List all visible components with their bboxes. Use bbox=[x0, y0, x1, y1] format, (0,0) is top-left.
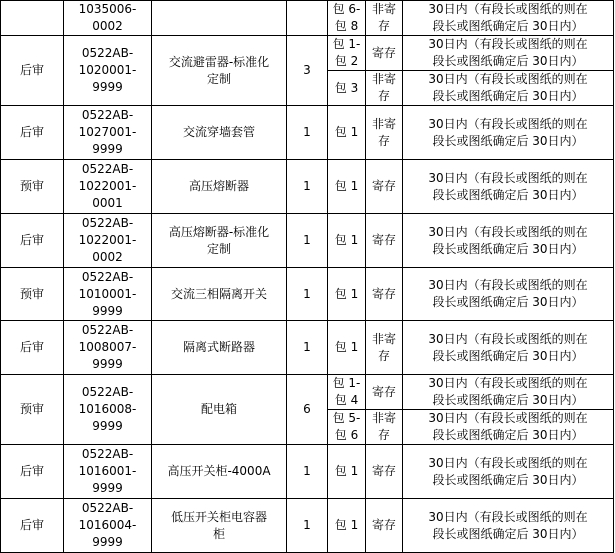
quantity-cell: 1 bbox=[287, 160, 328, 214]
quantity-cell: 1 bbox=[287, 445, 328, 499]
table-row bbox=[1, 1, 614, 36]
package-cell: 包 5- 包 6 bbox=[328, 410, 366, 445]
package-cell: 包 1 bbox=[328, 106, 366, 160]
storage-cell: 非寄 存 bbox=[366, 321, 403, 375]
package-cell: 包 1 bbox=[328, 160, 366, 214]
table-row bbox=[1, 268, 614, 321]
quantity-cell bbox=[287, 1, 328, 36]
material-name-cell: 交流避雷器-标准化 定制 bbox=[152, 36, 287, 106]
material-code-cell: 0522AB- 1016001- 9999 bbox=[64, 445, 152, 499]
table-row bbox=[1, 375, 614, 410]
package-cell: 包 3 bbox=[328, 71, 366, 106]
table-body bbox=[1, 1, 614, 553]
quantity-cell: 1 bbox=[287, 106, 328, 160]
delivery-deadline-cell: 30日内（有段长或图纸的则在 段长或图纸确定后 30日内） bbox=[403, 268, 614, 321]
storage-cell: 寄存 bbox=[366, 36, 403, 71]
package-cell: 包 1 bbox=[328, 499, 366, 553]
storage-cell: 非寄 存 bbox=[366, 1, 403, 36]
review-mode-cell: 后审 bbox=[1, 36, 64, 106]
review-mode-cell: 后审 bbox=[1, 445, 64, 499]
package-cell: 包 1- 包 4 bbox=[328, 375, 366, 410]
storage-cell: 寄存 bbox=[366, 445, 403, 499]
delivery-deadline-cell: 30日内（有段长或图纸的则在 段长或图纸确定后 30日内） bbox=[403, 410, 614, 445]
material-name-cell: 低压开关柜电容器 柜 bbox=[152, 499, 287, 553]
review-mode-cell bbox=[1, 1, 64, 36]
review-mode-cell: 后审 bbox=[1, 321, 64, 375]
package-cell: 包 1- 包 2 bbox=[328, 36, 366, 71]
package-cell: 包 1 bbox=[328, 321, 366, 375]
package-cell: 包 1 bbox=[328, 214, 366, 268]
package-cell: 包 1 bbox=[328, 268, 366, 321]
table-row bbox=[1, 36, 614, 71]
material-name-cell: 高压熔断器 bbox=[152, 160, 287, 214]
table-row bbox=[1, 445, 614, 499]
package-cell: 包 1 bbox=[328, 445, 366, 499]
delivery-deadline-cell: 30日内（有段长或图纸的则在 段长或图纸确定后 30日内） bbox=[403, 1, 614, 36]
storage-cell: 非寄 存 bbox=[366, 106, 403, 160]
package-cell: 包 6- 包 8 bbox=[328, 1, 366, 36]
quantity-cell: 1 bbox=[287, 321, 328, 375]
material-name-cell bbox=[152, 1, 287, 36]
quantity-cell: 1 bbox=[287, 268, 328, 321]
delivery-deadline-cell: 30日内（有段长或图纸的则在 段长或图纸确定后 30日内） bbox=[403, 71, 614, 106]
review-mode-cell: 预审 bbox=[1, 268, 64, 321]
storage-cell: 寄存 bbox=[366, 375, 403, 410]
delivery-deadline-cell: 30日内（有段长或图纸的则在 段长或图纸确定后 30日内） bbox=[403, 36, 614, 71]
storage-cell: 寄存 bbox=[366, 268, 403, 321]
delivery-deadline-cell: 30日内（有段长或图纸的则在 段长或图纸确定后 30日内） bbox=[403, 160, 614, 214]
review-mode-cell: 后审 bbox=[1, 106, 64, 160]
material-name-cell: 高压开关柜-4000A bbox=[152, 445, 287, 499]
delivery-deadline-cell: 30日内（有段长或图纸的则在 段长或图纸确定后 30日内） bbox=[403, 445, 614, 499]
material-code-cell: 0522AB- 1010001- 9999 bbox=[64, 268, 152, 321]
material-code-cell: 0522AB- 1008007- 9999 bbox=[64, 321, 152, 375]
delivery-deadline-cell: 30日内（有段长或图纸的则在 段长或图纸确定后 30日内） bbox=[403, 214, 614, 268]
delivery-deadline-cell: 30日内（有段长或图纸的则在 段长或图纸确定后 30日内） bbox=[403, 321, 614, 375]
storage-cell: 非寄 存 bbox=[366, 410, 403, 445]
table-row bbox=[1, 321, 614, 375]
quantity-cell: 1 bbox=[287, 499, 328, 553]
table-row bbox=[1, 160, 614, 214]
table-row bbox=[1, 214, 614, 268]
material-name-cell: 隔离式断路器 bbox=[152, 321, 287, 375]
review-mode-cell: 后审 bbox=[1, 499, 64, 553]
storage-cell: 非寄 存 bbox=[366, 71, 403, 106]
review-mode-cell: 预审 bbox=[1, 160, 64, 214]
quantity-cell: 3 bbox=[287, 36, 328, 106]
material-code-cell: 1035006- 0002 bbox=[64, 1, 152, 36]
delivery-deadline-cell: 30日内（有段长或图纸的则在 段长或图纸确定后 30日内） bbox=[403, 106, 614, 160]
table-row bbox=[1, 106, 614, 160]
quantity-cell: 6 bbox=[287, 375, 328, 445]
material-name-cell: 配电箱 bbox=[152, 375, 287, 445]
material-code-cell: 0522AB- 1016008- 9999 bbox=[64, 375, 152, 445]
storage-cell: 寄存 bbox=[366, 499, 403, 553]
material-code-cell: 0522AB- 1027001- 9999 bbox=[64, 106, 152, 160]
material-code-cell: 0522AB- 1022001- 0001 bbox=[64, 160, 152, 214]
material-name-cell: 交流穿墙套管 bbox=[152, 106, 287, 160]
storage-cell: 寄存 bbox=[366, 160, 403, 214]
review-mode-cell: 后审 bbox=[1, 214, 64, 268]
material-code-cell: 0522AB- 1020001- 9999 bbox=[64, 36, 152, 106]
delivery-deadline-cell: 30日内（有段长或图纸的则在 段长或图纸确定后 30日内） bbox=[403, 499, 614, 553]
material-name-cell: 交流三相隔离开关 bbox=[152, 268, 287, 321]
quantity-cell: 1 bbox=[287, 214, 328, 268]
table-row bbox=[1, 499, 614, 553]
material-code-cell: 0522AB- 1022001- 0002 bbox=[64, 214, 152, 268]
material-code-cell: 0522AB- 1016004- 9999 bbox=[64, 499, 152, 553]
storage-cell: 寄存 bbox=[366, 214, 403, 268]
review-mode-cell: 预审 bbox=[1, 375, 64, 445]
material-name-cell: 高压熔断器-标准化 定制 bbox=[152, 214, 287, 268]
delivery-deadline-cell: 30日内（有段长或图纸的则在 段长或图纸确定后 30日内） bbox=[403, 375, 614, 410]
